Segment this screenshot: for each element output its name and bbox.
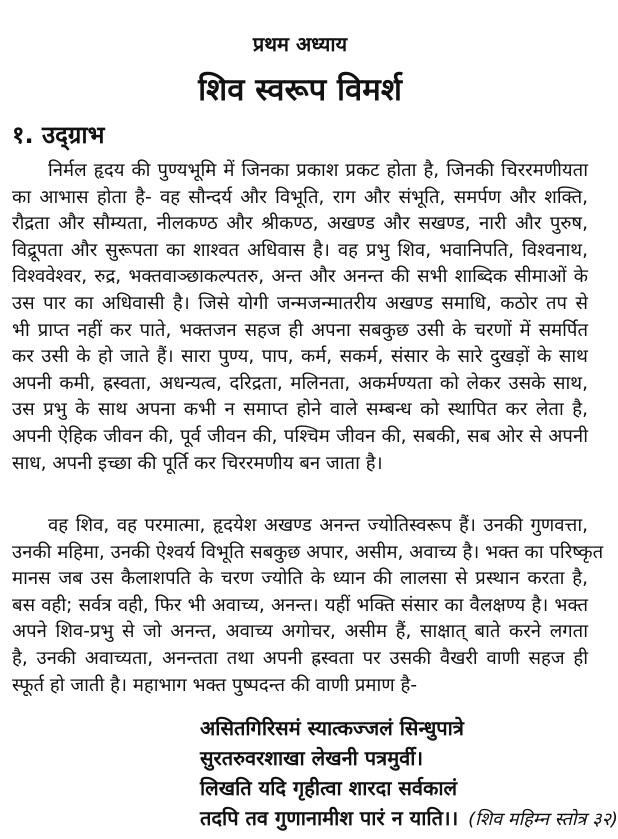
text-line: कर उसी के हो जाते हैं। सारा पुण्य, पाप, कर्म, सकर्म, संसार के सारे दुखड़ों के साथ [12, 346, 588, 368]
text-line: वह शिव, वह परमात्मा, हृदयेश अखण्ड अनन्त ज्योतिस्वरूप हैं। उनकी गुणवत्ता, [48, 515, 588, 536]
verse-line: सुरतरुवरशाखा लेखनी पत्रमुर्वी। [200, 746, 424, 770]
text-line: रौद्रता और सौम्यता, नीलकण्ठ और श्रीकण्ठ, अखण्ड और सखण्ड, नारी और पुरुष, [12, 213, 588, 235]
text-line: मानस जब उस कैलाशपति के चरण ज्योति के ध्यान की लालसा से प्रस्थान करता है, [12, 568, 588, 590]
text-line: भी प्राप्त नहीं कर पाते, भक्तजन सहज ही अपना सबकुछ उसी के चरणों में समर्पित [12, 319, 588, 341]
text-line: स्फूर्त हो जाती है। महाभाग भक्त पुष्पदन्त की वाणी प्रमाण है- [12, 674, 418, 696]
verse-line: असितगिरिसमं स्यात्कज्जलं सिन्धुपात्रे [200, 716, 464, 740]
verse-line [200, 803, 618, 833]
text-line: बस वही; सर्वत्र वही, फिर भी अवाच्य, अनन्त। यहीं भक्ति संसार का वैलक्षण्य है। भक्त [12, 594, 588, 616]
verse-line-text: तदपि तव गुणानामीश पारं न याति।। [200, 806, 459, 830]
chapter-label: प्रथम अध्याय [252, 32, 348, 56]
text-line: उस प्रभु के साथ अपना कभी न समाप्त होने वाले सम्बन्ध को स्थापित कर लेता है, [12, 399, 588, 421]
text-line: विद्रूपता और सुरूपता का शाश्वत अधिवास है। वह प्रभु शिव, भवानिपति, विश्वनाथ, [12, 239, 588, 261]
paragraph-2 [12, 513, 604, 699]
text-line: विश्ववेश्वर, रुद्र, भक्तवाञ्छाकल्पतरु, अन्त और अनन्त की सभी शाब्दिक सीमाओं के [12, 266, 588, 288]
text-line: साध, अपनी इच्छा की पूर्ति कर चिररमणीय बन जाता है। [12, 452, 383, 474]
text-line: निर्मल हृदय की पुण्यभूमि में जिनका प्रकाश प्रकट होता है, जिनकी चिररमणीयता [48, 160, 588, 181]
sanskrit-verse [200, 713, 618, 833]
paragraph-1 [12, 158, 588, 477]
text-line: अपने शिव-प्रभु से जो अनन्त, अवाच्य अगोचर, असीम हैं, साक्षात् बाते करने लगता [12, 621, 588, 643]
text-line: उनकी महिमा, उनकी ऐश्वर्य विभूति सबकुछ अपार, असीम, अवाच्य है। भक्त का परिष्कृत [12, 541, 604, 563]
text-line: है, उनकी अवाच्यता, अनन्तता तथा अपनी ह्रस्वता पर उसकी वैखरी वाणी सहज ही [12, 647, 588, 669]
section-heading: १. उद्ग्राभ [12, 121, 105, 149]
verse-citation: (शिव महिम्न स्तोत्र ३२) [468, 809, 618, 830]
page-title: शिव स्वरूप विमर्श [198, 72, 402, 108]
text-line: का आभास होता है- वह सौन्दर्य और विभूति, राग और संभूति, समर्पण और शक्ति, [12, 186, 588, 208]
verse-line: लिखति यदि गृहीत्वा शारदा सर्वकालं [200, 776, 458, 800]
text-line: अपनी कमी, ह्रस्वता, अधन्यत्व, दरिद्रता, मलिनता, अकर्मण्यता को लेकर उसके साथ, [12, 372, 588, 394]
text-line: उस पार का अधिवासी है। जिसे योगी जन्मजन्मातरीय अखण्ड समाधि, कठोर तप से [12, 292, 588, 314]
text-line: अपनी ऐहिक जीवन की, पूर्व जीवन की, पश्चिम जीवन की, सबकी, सब ओर से अपनी [12, 425, 588, 447]
